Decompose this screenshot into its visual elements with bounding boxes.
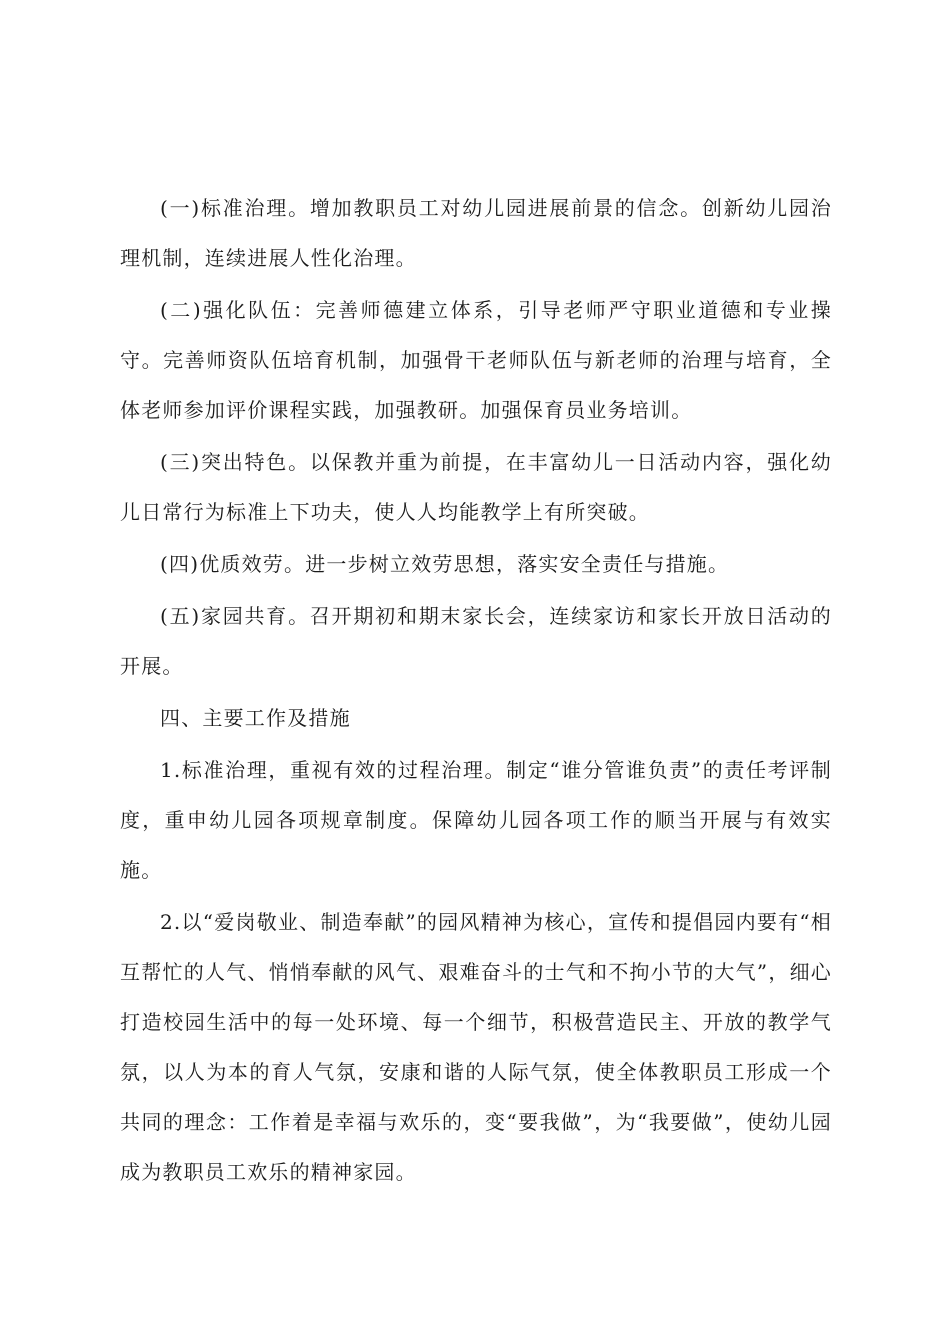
paragraph-measure-1: 1.标准治理，重视有效的过程治理。制定“谁分管谁负责”的责任考评制度，重申幼儿园各项规章制度。保障幼儿园各项工作的顺当开展与有效实施。: [120, 758, 832, 882]
paragraph-strengthen-team: (二)强化队伍：完善师德建立体系，引导老师严守职业道德和专业操守。完善师资队伍培育机制，加强骨干老师队伍与新老师的治理与培育，全体老师参加评价课程实践，加强教研。加强保育员业务培训。: [120, 298, 832, 422]
paragraph-quality-service: (四)优质效劳。进一步树立效劳思想，落实安全责任与措施。: [160, 552, 730, 576]
paragraph-home-school: (五)家园共育。召开期初和期末家长会，连续家访和家长开放日活动的开展。: [120, 604, 832, 678]
document-body: [120, 183, 832, 1199]
paragraph-standard-management: (一)标准治理。增加教职员工对幼儿园进展前景的信念。创新幼儿园治理机制，连续进展人性化治理。: [120, 196, 832, 270]
paragraph-highlight-features: (三)突出特色。以保教并重为前提，在丰富幼儿一日活动内容，强化幼儿日常行为标准上下功夫，使人人均能教学上有所突破。: [120, 450, 832, 524]
section-heading: 四、主要工作及措施: [160, 706, 351, 730]
paragraph-measure-2: 2.以“爱岗敬业、制造奉献”的园风精神为核心，宣传和提倡园内要有“相互帮忙的人气、悄悄奉献的风气、艰难奋斗的士气和不拘小节的大气”，细心打造校园生活中的每一处环境、每一个细节，积极营造民主、开放的教学气氛，以人为本的育人气氛，安康和谐的人际气氛，使全体教职员工形成一个共同的理念：工作着是幸福与欢乐的，变“要我做”，为“我要做”，使幼儿园成为教职员工欢乐的精神家园。: [120, 910, 832, 1184]
